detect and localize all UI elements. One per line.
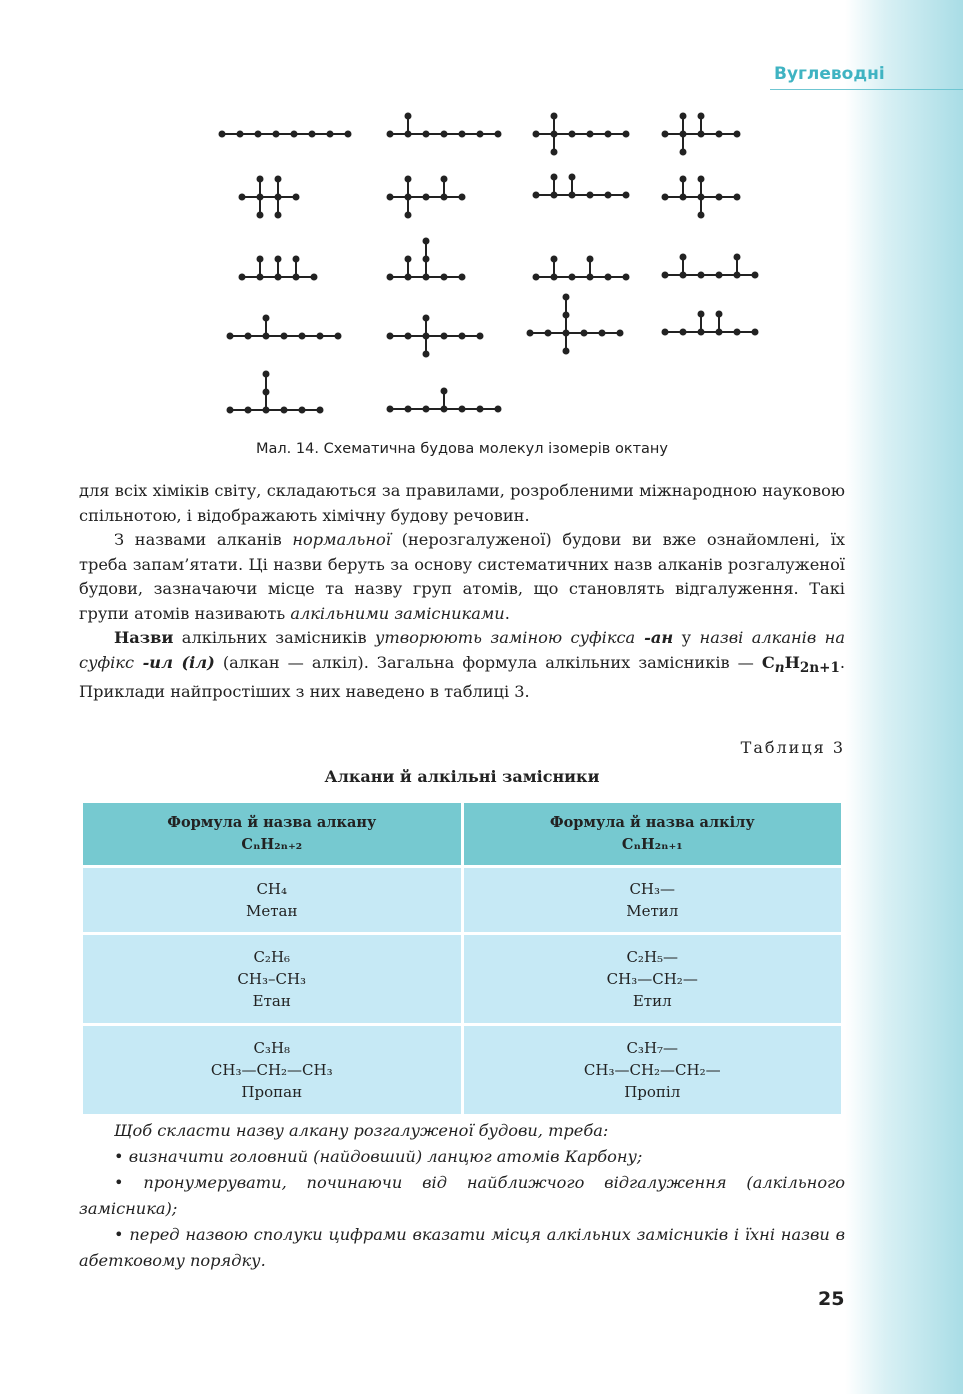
p3-suffix-yl: -ил (іл) bbox=[134, 652, 215, 672]
p3-italic-2: назві алканів на суфікс bbox=[79, 628, 845, 672]
isomer-skeleton bbox=[533, 113, 630, 156]
isomer-skeleton bbox=[387, 238, 466, 281]
isomer-skeleton bbox=[227, 315, 342, 340]
p2-text: З назвами алканів bbox=[114, 530, 293, 549]
isomer-skeleton bbox=[387, 176, 466, 219]
paragraph-2 bbox=[79, 528, 845, 626]
isomer-skeleton bbox=[533, 256, 630, 281]
isomer-skeleton bbox=[662, 113, 741, 156]
table-row bbox=[82, 867, 843, 934]
isomer-skeleton bbox=[387, 388, 502, 413]
paragraph-1: для всіх хіміків світу, складаються за правилами, розробленими міжнародною науковою спільнотою, і відображають хімічну будову речовин. bbox=[79, 481, 845, 525]
p3-text: алкільних замісників bbox=[173, 628, 375, 647]
isomer-skeleton bbox=[387, 113, 502, 138]
p3-italic: утворюють заміною суфікса bbox=[375, 628, 636, 647]
alkanes-table bbox=[80, 800, 844, 1117]
p3-bold: Назви bbox=[114, 628, 174, 647]
isomer-skeleton bbox=[387, 315, 484, 358]
page-number: 25 bbox=[818, 1288, 845, 1310]
header-alkyl: Формула й назва алкілу CₙH₂ₙ₊₁ bbox=[462, 802, 843, 867]
p2-italic: нормальної bbox=[292, 530, 391, 549]
p3-text-3: (алкан — алкіл). Загальна формула алкільних замісників — bbox=[214, 652, 762, 672]
header-alkane: Формула й назва алкану CₙH₂ₙ₊₂ bbox=[82, 802, 463, 867]
table-row bbox=[82, 1025, 843, 1116]
alkane-cell: CH₄ Метан bbox=[82, 867, 463, 934]
rules-item: • пронумерувати, починаючи від найближчого відгалуження (алкільного замісника); bbox=[79, 1173, 845, 1218]
paragraph-3 bbox=[79, 626, 845, 705]
header-rule bbox=[770, 89, 963, 90]
octane-isomers-figure bbox=[200, 100, 780, 430]
p2-term: алкільними замісниками bbox=[290, 603, 505, 623]
isomer-skeleton bbox=[239, 176, 300, 219]
section-title: Вуглеводні bbox=[774, 64, 885, 84]
rules-item: • перед назвою сполуки цифрами вказати місця алкільних замісників і їхні назви в абетковому порядку. bbox=[79, 1225, 845, 1270]
isomer-skeleton bbox=[227, 371, 324, 414]
alkane-cell: C₃H₈ CH₃—CH₂—CH₃ Пропан bbox=[82, 1025, 463, 1116]
rules-intro: Щоб скласти назву алкану розгалуженої будови, треба: bbox=[114, 1121, 609, 1140]
text-block bbox=[79, 479, 845, 705]
general-formula: $C_nH_{2n+1}$ bbox=[761, 652, 840, 676]
p2-end: . bbox=[504, 603, 510, 623]
p3-suffix-an: -ан bbox=[635, 628, 674, 647]
table-row bbox=[82, 934, 843, 1025]
alkyl-cell: C₃H₇— CH₃—CH₂—CH₂— Пропіл bbox=[462, 1025, 843, 1116]
p3-text-2: у bbox=[673, 628, 700, 647]
alkane-cell: C₂H₆ CH₃–CH₃ Етан bbox=[82, 934, 463, 1025]
isomer-skeleton bbox=[662, 311, 759, 336]
isomer-skeleton bbox=[239, 256, 318, 281]
figure-caption: Мал. 14. Схематична будова молекул ізомерів октану bbox=[256, 441, 668, 457]
rules-item: • визначити головний (найдовший) ланцюг атомів Карбону; bbox=[114, 1147, 643, 1166]
isomer-skeleton bbox=[527, 294, 624, 355]
p3-end: . Приклади найпростіших з них наведено в таблиці 3. bbox=[79, 652, 845, 702]
table-header-row bbox=[82, 802, 843, 867]
rules-block bbox=[79, 1118, 845, 1274]
alkyl-cell: CH₃— Метил bbox=[462, 867, 843, 934]
isomer-skeleton bbox=[662, 254, 759, 279]
p2-text-2: (нерозгалуженої) будови ви вже ознайомлені, їх треба запам’ятати. Ці назви беруть за основу систематичних назв алканів розгалуженої будови, зазначаючи місце та назву груп атомів, що становлять відгалуження. Такі групи атомів називають bbox=[79, 530, 846, 623]
table-label: Таблиця 3 bbox=[740, 738, 845, 757]
isomer-skeleton bbox=[533, 174, 630, 199]
alkyl-cell: C₂H₅— CH₃—CH₂— Етил bbox=[462, 934, 843, 1025]
side-color-band bbox=[845, 0, 963, 1394]
table-title: Алкани й алкільні замісники bbox=[324, 767, 600, 786]
isomer-skeleton bbox=[662, 176, 741, 219]
isomer-skeleton bbox=[219, 131, 352, 138]
